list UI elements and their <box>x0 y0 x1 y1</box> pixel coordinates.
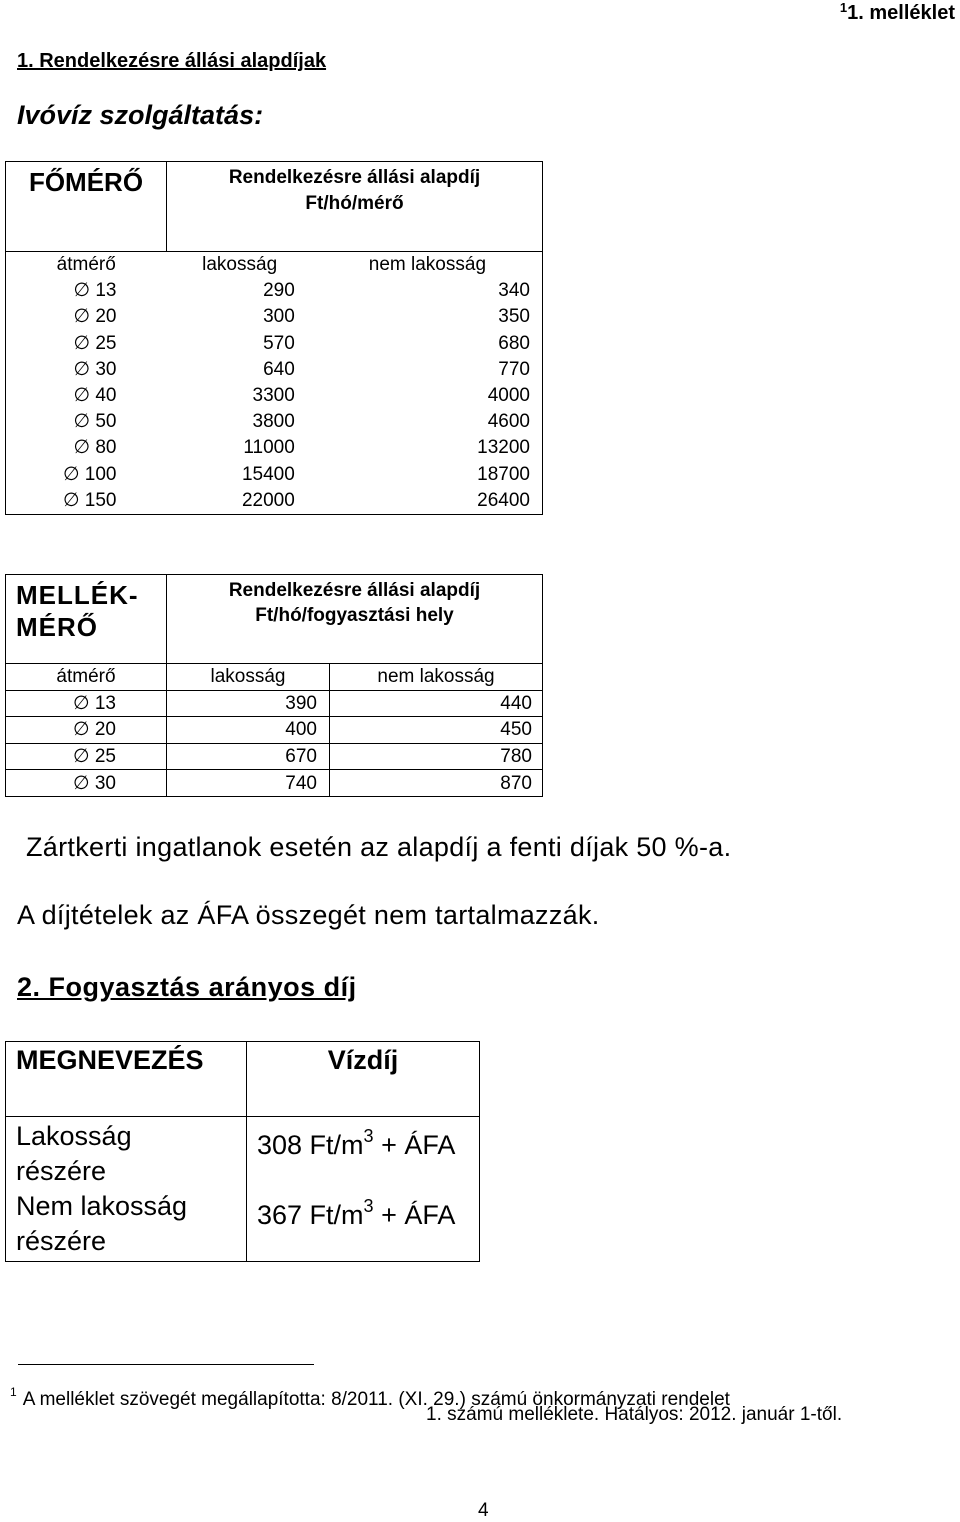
table-row <box>6 331 543 357</box>
residential-cell: 15400 <box>241 463 295 485</box>
residential-cell: 740 <box>167 770 330 797</box>
column-header-name: MEGNEVEZÉS <box>6 1042 247 1117</box>
table-row <box>6 1189 480 1262</box>
residential-cell: 670 <box>167 743 330 770</box>
page-number: 4 <box>478 1500 489 1521</box>
table-row <box>6 1117 480 1190</box>
non-residential-cell: 440 <box>330 690 543 717</box>
residential-cell: 11000 <box>243 437 295 459</box>
water-fee-text <box>257 1189 457 1233</box>
table-row <box>6 717 543 744</box>
column-header-diameter: átmérő <box>6 252 167 279</box>
residential-cell: 22000 <box>167 488 313 515</box>
residential-cell: 300 <box>263 306 295 328</box>
column-header-non-residential: nem lakosság <box>313 252 543 279</box>
consumption-fee-table <box>5 1041 480 1262</box>
non-residential-cell: 680 <box>313 331 543 357</box>
table-row <box>6 383 543 409</box>
table-row <box>6 690 543 717</box>
table-row <box>6 409 543 435</box>
non-residential-cell: 780 <box>330 743 543 770</box>
main-meter-label: FŐMÉRŐ <box>6 162 167 252</box>
diameter-cell: ∅ 25 <box>6 331 167 357</box>
water-fee-cell <box>247 1189 480 1262</box>
table-row <box>6 770 543 797</box>
residential-cell: 3800 <box>252 411 295 433</box>
non-residential-cell: 350 <box>313 304 543 330</box>
consumer-name-text: Nem lakosság részére <box>16 1191 188 1256</box>
fee-amount: 308 Ft/m <box>257 1130 364 1160</box>
diameter-cell: ∅ 50 <box>6 409 167 435</box>
fee-unit-exponent: 3 <box>363 1126 374 1146</box>
column-header-non-residential: nem lakosság <box>330 664 543 691</box>
diameter-cell: ∅ 30 <box>6 770 167 797</box>
main-meter-fee-header-text: Rendelkezésre állási alapdíj Ft/hó/mérő <box>228 167 481 214</box>
fee-vat: + ÁFA <box>373 1130 456 1160</box>
residential-cell: 290 <box>263 280 295 302</box>
section-1-title: 1. Rendelkezésre állási alapdíjak <box>17 50 327 72</box>
diameter-cell: ∅ 13 <box>6 278 167 304</box>
diameter-cell: ∅ 100 <box>6 462 167 488</box>
service-title: Ivóvíz szolgáltatás: <box>17 100 264 130</box>
diameter-cell: ∅ 30 <box>6 357 167 383</box>
non-residential-cell: 13200 <box>313 435 543 461</box>
column-header-diameter: átmérő <box>6 664 167 691</box>
table-row <box>6 435 543 461</box>
residential-cell: 400 <box>167 717 330 744</box>
consumption-header-row <box>6 1042 480 1117</box>
closed-garden-note: Zártkerti ingatlanok esetén az alapdíj a fenti díjak 50 %-a. <box>26 832 732 862</box>
table-row <box>6 462 543 488</box>
table-row <box>6 743 543 770</box>
residential-cell: 570 <box>263 332 295 354</box>
main-meter-fee-header <box>167 162 543 252</box>
non-residential-cell: 18700 <box>313 462 543 488</box>
table-row <box>6 278 543 304</box>
sub-meter-fee-header <box>167 575 543 664</box>
non-residential-cell: 26400 <box>313 488 543 515</box>
column-header-residential: lakosság <box>202 254 278 276</box>
consumer-name-cell <box>6 1117 247 1190</box>
main-meter-column-row <box>6 252 543 279</box>
water-fee-cell <box>247 1117 480 1190</box>
consumer-name-cell <box>6 1189 247 1262</box>
sub-meter-label <box>6 575 167 664</box>
footnote-line-2: 1. számú melléklete. Hatályos: 2012. január 1-től. <box>426 1404 843 1425</box>
diameter-cell: ∅ 20 <box>6 717 167 744</box>
footnote-line-1: A melléklet szövegét megállapította: 8/2011. (XI. 29.) számú önkormányzati rendelet <box>22 1389 730 1410</box>
diameter-cell: ∅ 80 <box>6 435 167 461</box>
table-row <box>6 357 543 383</box>
fee-vat: + ÁFA <box>373 1200 456 1230</box>
column-header-residential: lakosság <box>167 664 330 691</box>
table-row <box>6 488 543 515</box>
footnote-separator <box>18 1364 314 1365</box>
residential-cell: 390 <box>167 690 330 717</box>
table-row <box>6 304 543 330</box>
non-residential-cell: 340 <box>313 278 543 304</box>
diameter-cell: ∅ 40 <box>6 383 167 409</box>
sub-meter-header-row <box>6 575 543 664</box>
section-2-title: 2. Fogyasztás arányos díj <box>17 972 357 1002</box>
water-fee-text <box>257 1119 457 1163</box>
non-residential-cell: 870 <box>330 770 543 797</box>
sub-meter-fee-header-text: Rendelkezésre állási alapdíj Ft/hó/fogyasztási hely <box>228 580 481 626</box>
non-residential-cell: 4600 <box>313 409 543 435</box>
fee-unit-exponent: 3 <box>363 1196 374 1216</box>
annex-text: 1. melléklet <box>847 2 955 24</box>
diameter-cell: ∅ 20 <box>6 304 167 330</box>
sub-meter-column-row <box>6 664 543 691</box>
non-residential-cell: 450 <box>330 717 543 744</box>
fee-amount: 367 Ft/m <box>257 1200 364 1230</box>
main-meter-header-row <box>6 162 543 252</box>
sub-meter-table <box>5 574 543 797</box>
annex-footnote-ref: 1 <box>839 0 848 15</box>
non-residential-cell: 770 <box>313 357 543 383</box>
main-meter-table <box>5 161 543 515</box>
annex-label <box>840 0 955 25</box>
residential-cell: 3300 <box>252 385 295 407</box>
sub-meter-label-text: MELLÉK-MÉRŐ <box>16 580 139 642</box>
consumer-name-text: Lakosság részére <box>16 1121 132 1186</box>
footnote-ref: 1 <box>10 1385 17 1399</box>
residential-cell: 640 <box>263 358 295 380</box>
column-header-water-fee: Vízdíj <box>247 1042 480 1117</box>
diameter-cell: ∅ 13 <box>6 690 167 717</box>
vat-note: A díjtételek az ÁFA összegét nem tartalmazzák. <box>17 900 600 930</box>
diameter-cell: ∅ 25 <box>6 743 167 770</box>
diameter-cell: ∅ 150 <box>6 488 167 515</box>
non-residential-cell: 4000 <box>313 383 543 409</box>
